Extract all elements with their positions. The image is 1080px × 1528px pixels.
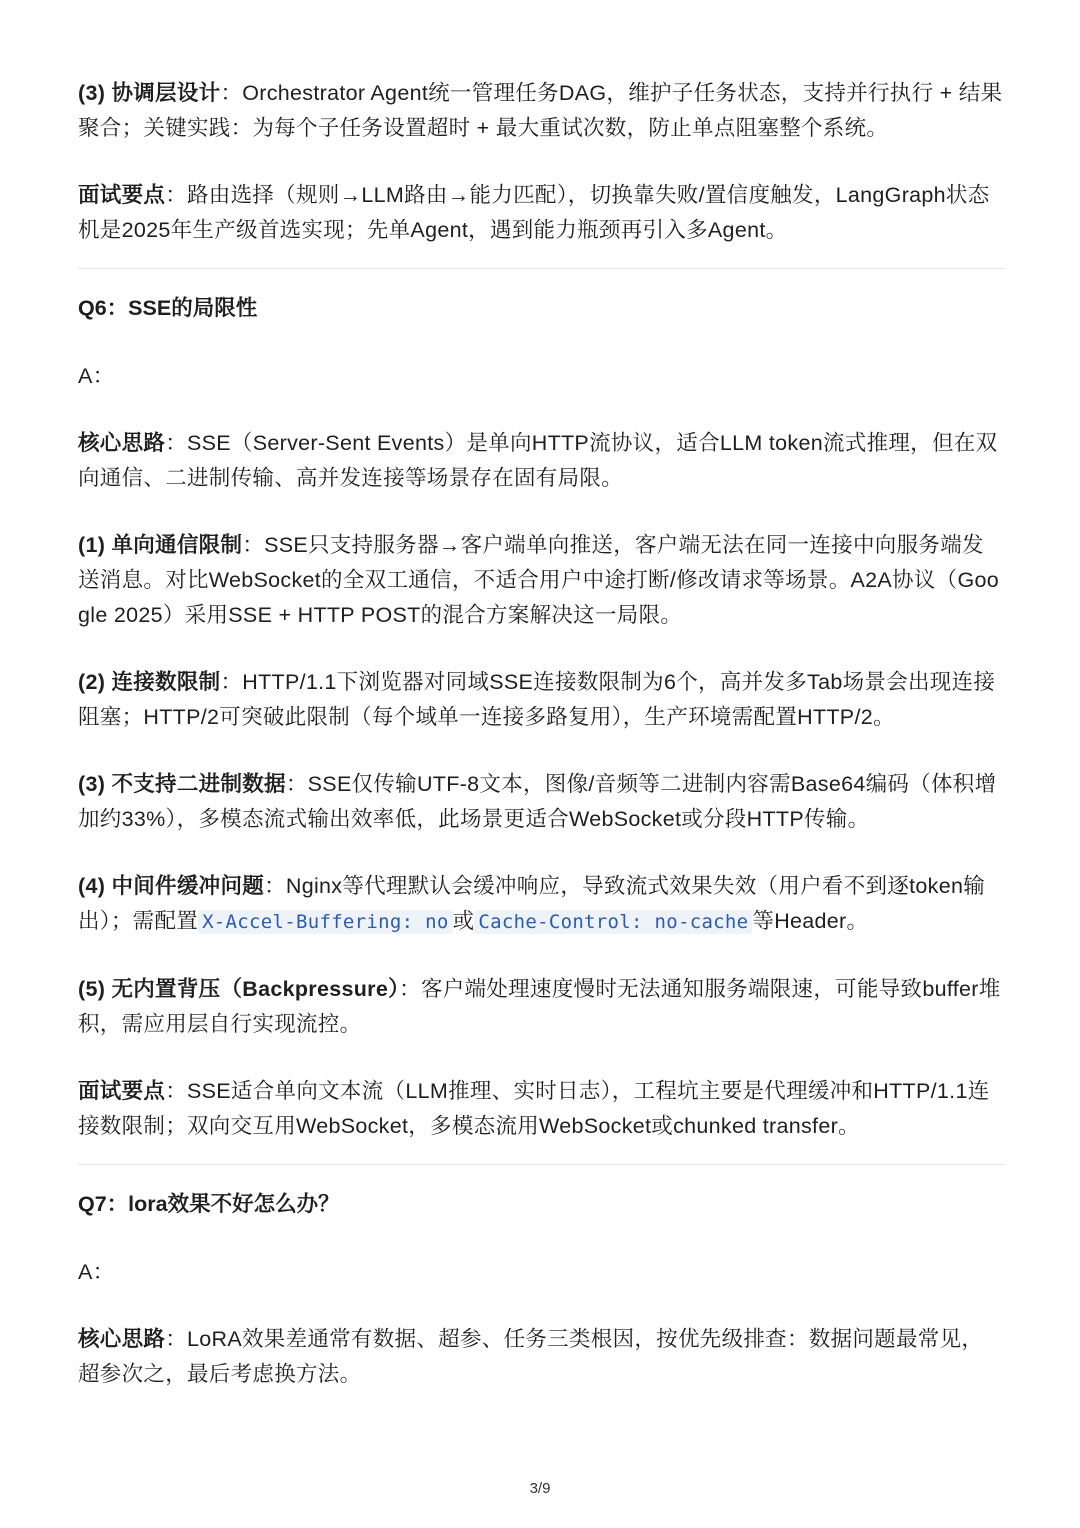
q6-interview-paragraph	[78, 1074, 1004, 1144]
q6-point-5-text: ：客户端处理速度慢时无法通知服务端限速，可能导致buffer堆积，需应用层自行实现流控。	[78, 977, 1001, 1036]
q6-point-2-text: ：HTTP/1.1下浏览器对同域SSE连接数限制为6个，高并发多Tab场景会出现连接阻塞；HTTP/2可突破此限制（每个域单一连接多路复用），生产环境需配置HTTP/2。	[78, 670, 996, 729]
q6-interview-label: 面试要点	[78, 1079, 166, 1103]
q6-interview-text: ：SSE适合单向文本流（LLM推理、实时日志），工程坑主要是代理缓冲和HTTP/1.1连接数限制；双向交互用WebSocket，多模态流用WebSocket或chunked transfer。	[78, 1079, 990, 1138]
q5-coordination-paragraph	[78, 76, 1004, 146]
q7-core-text: ：LoRA效果差通常有数据、超参、任务三类根因，按优先级排查：数据问题最常见，超参次之，最后考虑换方法。	[78, 1327, 984, 1386]
section-divider	[78, 268, 1004, 269]
q5-coordination-label: (3) 协调层设计	[78, 81, 221, 105]
q6-point-1	[78, 528, 1004, 633]
q6-point-4-text: ：Nginx等代理默认会缓冲响应，导致流式效果失效（用户看不到逐token输出）；需配置	[78, 874, 986, 933]
q6-point-4-or: 或	[452, 909, 475, 933]
inline-code-accel-buffering: X-Accel-Buffering: no	[198, 910, 453, 934]
document-page	[78, 76, 1004, 1392]
page-number: 3/9	[529, 1480, 551, 1497]
q6-point-3-text: ：SSE仅传输UTF-8文本，图像/音频等二进制内容需Base64编码（体积增加约33%），多模态流式输出效率低，此场景更适合WebSocket或分段HTTP传输。	[78, 772, 997, 831]
q7-core-label: 核心思路	[78, 1327, 166, 1351]
q6-point-1-text: ：SSE只支持服务器→客户端单向推送，客户端无法在同一连接中向服务端发送消息。对比WebSocket的全双工通信，不适合用户中途打断/修改请求等场景。A2A协议（Google 2025）采用SSE + HTTP POST的混合方案解决这一局限。	[78, 533, 999, 627]
q6-point-1-label: (1) 单向通信限制	[78, 533, 243, 557]
q6-point-4-label: (4) 中间件缓冲问题	[78, 874, 265, 898]
q6-point-4	[78, 869, 1004, 940]
q5-interview-paragraph	[78, 178, 1004, 248]
q5-interview-text: ：路由选择（规则→LLM路由→能力匹配），切换靠失败/置信度触发，LangGraph状态机是2025年生产级首选实现；先单Agent，遇到能力瓶颈再引入多Agent。	[78, 183, 990, 242]
q6-point-4-tail: 等Header。	[752, 909, 869, 933]
q6-point-5	[78, 972, 1004, 1042]
inline-code-cache-control: Cache-Control: no-cache	[474, 910, 752, 934]
q6-core-label: 核心思路	[78, 431, 166, 455]
q6-point-5-label: (5) 无内置背压（Backpressure）	[78, 977, 400, 1001]
q6-answer-label: A：	[78, 364, 115, 388]
q6-point-3	[78, 767, 1004, 837]
q6-core-text: ：SSE（Server-Sent Events）是单向HTTP流协议，适合LLM token流式推理，但在双向通信、二进制传输、高并发连接等场景存在固有局限。	[78, 431, 998, 490]
q6-point-2	[78, 665, 1004, 735]
q6-title: Q6：SSE的局限性	[78, 296, 258, 320]
q5-interview-label: 面试要点	[78, 183, 166, 207]
q6-point-3-label: (3) 不支持二进制数据	[78, 772, 286, 796]
q6-core-paragraph	[78, 426, 1004, 496]
q7-title: Q7：lora效果不好怎么办？	[78, 1192, 340, 1216]
q6-point-2-label: (2) 连接数限制	[78, 670, 221, 694]
q7-core-paragraph	[78, 1322, 1004, 1392]
q5-coordination-text: ：Orchestrator Agent统一管理任务DAG，维护子任务状态，支持并行执行 + 结果聚合；关键实践：为每个子任务设置超时 + 最大重试次数，防止单点阻塞整个系统。	[78, 81, 1003, 140]
section-divider	[78, 1164, 1004, 1165]
q7-answer-label: A：	[78, 1260, 115, 1284]
